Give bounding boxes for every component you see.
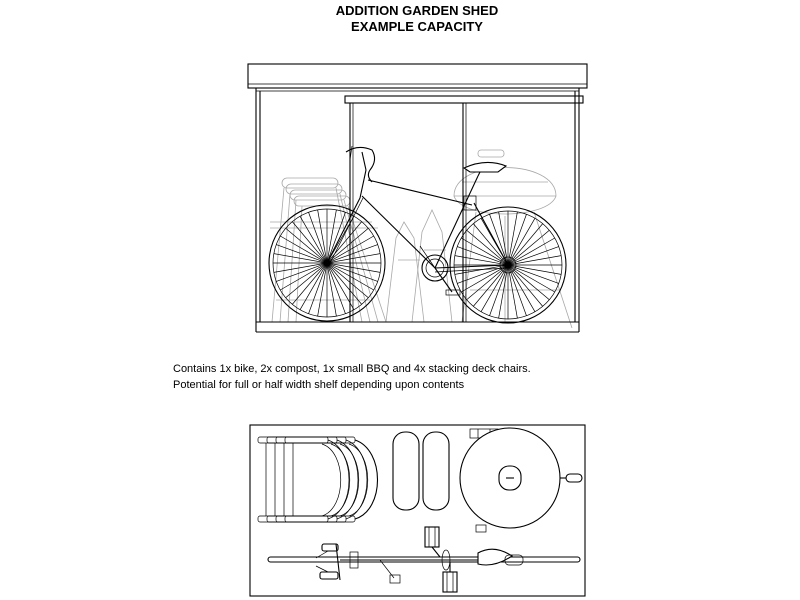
deck-chairs-plan xyxy=(258,437,378,522)
door-track xyxy=(345,96,583,103)
deck-chair xyxy=(267,437,358,522)
compost-bin xyxy=(393,432,419,510)
compost-bin xyxy=(386,222,424,322)
caption-line-1: Contains 1x bike, 2x compost, 1x small BBQ and 4x stacking deck chairs. xyxy=(173,363,531,375)
bike-plan xyxy=(268,527,580,592)
bbq xyxy=(454,150,572,328)
saddle-plan xyxy=(478,549,512,565)
compost-bin xyxy=(423,432,449,510)
shed-structure xyxy=(248,64,587,332)
compost-bins-plan xyxy=(393,432,449,510)
compost-bins xyxy=(386,210,452,322)
saddle xyxy=(464,162,506,176)
bbq-side-handle xyxy=(566,474,582,482)
title-line-1: ADDITION GARDEN SHED xyxy=(335,3,499,18)
caption-line-2: Potential for full or half width shelf depending upon contents xyxy=(173,379,465,391)
compost-bin xyxy=(412,210,452,322)
deck-chair xyxy=(276,437,367,522)
handlebar-plan xyxy=(316,544,400,583)
capacity-caption xyxy=(173,361,593,393)
deck-chair xyxy=(258,437,349,522)
bbq-plan xyxy=(460,428,582,532)
bike-side-view xyxy=(269,146,566,323)
bike-frame xyxy=(327,170,508,272)
deck-chairs-stack xyxy=(270,178,386,322)
shed-roof xyxy=(248,64,587,88)
front-elevation-drawing xyxy=(248,64,587,332)
title-line-2: EXAMPLE CAPACITY xyxy=(351,19,483,34)
page-title xyxy=(217,3,617,35)
plan-view-drawing xyxy=(250,425,585,596)
